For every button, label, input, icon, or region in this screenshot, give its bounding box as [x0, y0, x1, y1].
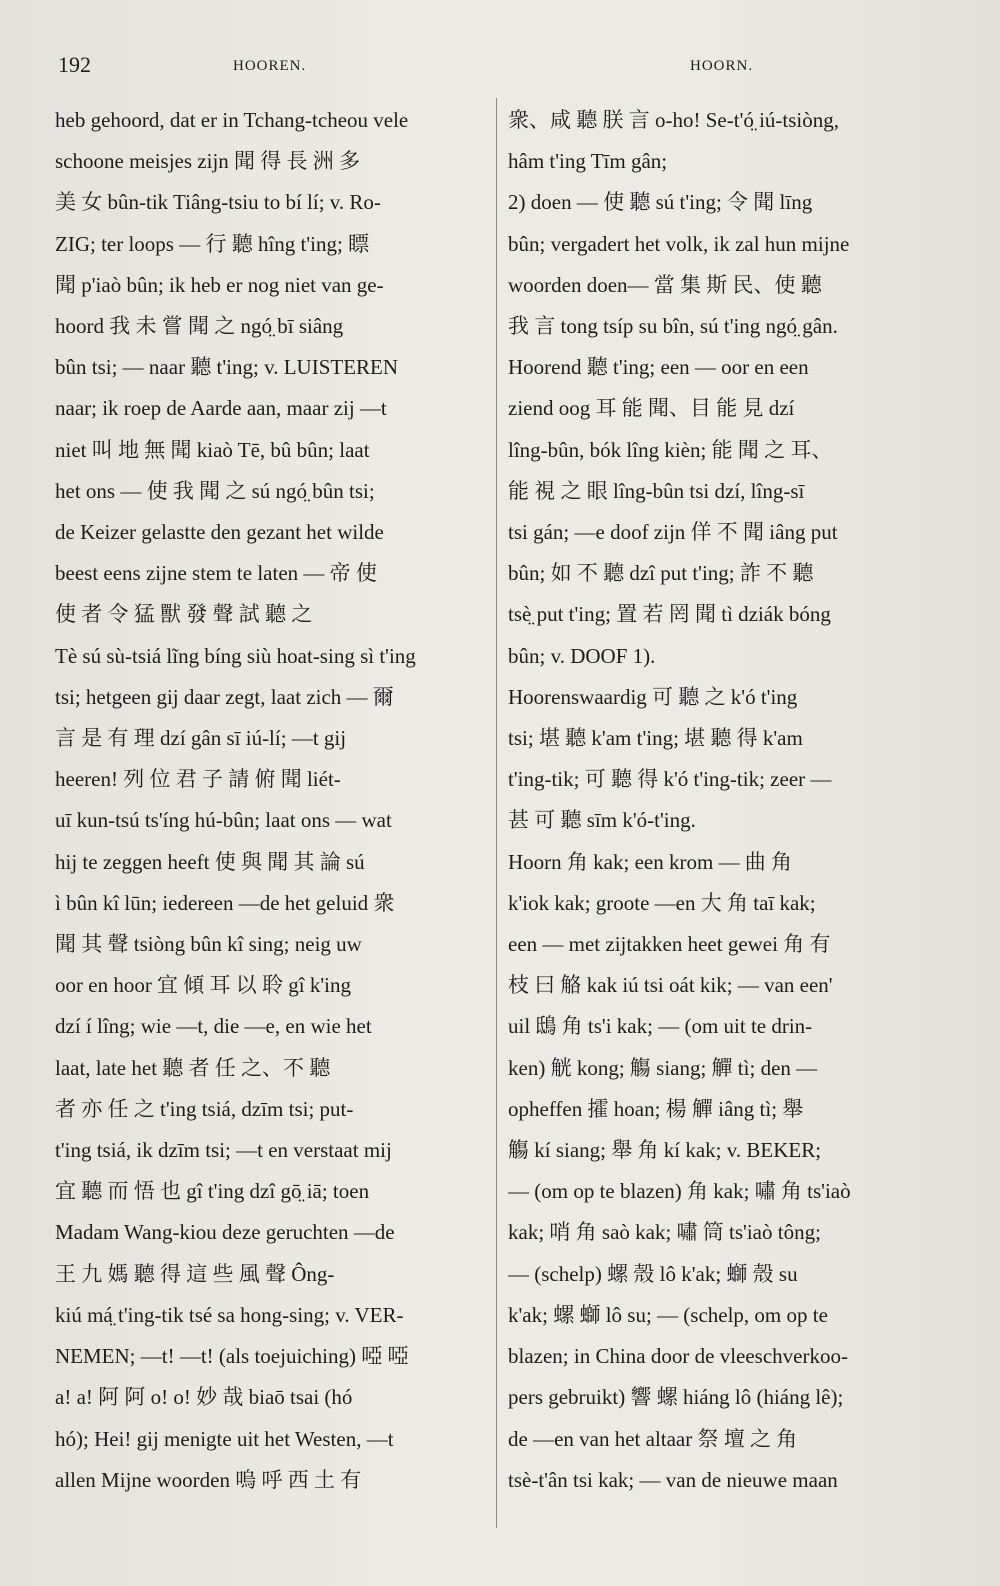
- text-line: schoone meisjes zijn 聞 得 長 洲 多: [55, 149, 361, 174]
- running-head-right: HOORN.: [690, 58, 754, 74]
- text-line: NEMEN; —t! —t! (als toejuiching) 啞 啞: [55, 1344, 409, 1369]
- text-line: 言 是 有 理 dzí gân sī iú-lí; —t gij: [55, 726, 347, 751]
- text-line: 衆、咸 聽 朕 言 o-ho! Se-t'ó̤ iú-tsiòng,: [508, 108, 840, 132]
- text-line: tsi gán; —e doof zijn 佯 不 聞 iâng put: [508, 520, 838, 545]
- running-head-left: HOOREN.: [233, 58, 307, 74]
- text-line: bûn; 如 不 聽 dzî put t'ing; 詐 不 聽: [508, 561, 814, 586]
- page-header: [58, 52, 950, 82]
- text-line: 宜 聽 而 悟 也 gî t'ing dzî gō̤ iā; toen: [55, 1179, 370, 1204]
- text-line: 甚 可 聽 sīm k'ó-t'ing.: [508, 808, 696, 833]
- text-line: tsi; hetgeen gij daar zegt, laat zich — 爾: [55, 684, 394, 709]
- column-divider: [496, 98, 497, 1528]
- text-line: hó); Hei! gij menigte uit het Westen, —t: [55, 1426, 394, 1451]
- text-line: dzí í lîng; wie —t, die —e, en wie het: [55, 1014, 372, 1039]
- text-line: ZIG; ter loops — 行 聽 hîng t'ing; 瞟: [55, 231, 370, 256]
- text-line: ziend oog 耳 能 聞、目 能 見 dzí: [508, 396, 795, 421]
- text-line: lîng-bûn, bók lîng kièn; 能 聞 之 耳、: [508, 437, 833, 462]
- text-line: een — met zijtakken heet gewei 角 有: [508, 932, 831, 957]
- text-line: tsi; 堪 聽 k'am t'ing; 堪 聽 得 k'am: [508, 726, 803, 751]
- text-line: ken) 觥 kong; 觴 siang; 觶 tì; den —: [508, 1055, 818, 1080]
- text-line: 觴 kí siang; 舉 角 kí kak; v. BEKER;: [508, 1138, 822, 1163]
- text-line: beest eens zijne stem te laten — 帝 使: [55, 561, 377, 586]
- text-line: oor en hoor 宜 傾 耳 以 聆 gî k'ing: [55, 973, 352, 998]
- text-line: tsè-t'ân tsi kak; — van de nieuwe maan: [508, 1467, 838, 1492]
- text-line: bûn; vergadert het volk, ik zal hun mijne: [508, 231, 850, 256]
- text-line: het ons — 使 我 聞 之 sú ngó̤ bûn tsi;: [55, 478, 375, 503]
- text-line: opheffen 攉 hoan; 楊 觶 iâng tì; 舉: [508, 1096, 804, 1121]
- text-line: 者 亦 任 之 t'ing tsiá, dzīm tsi; put-: [55, 1096, 354, 1121]
- text-line: 美 女 bûn-tik Tiâng-tsiu to bí lí; v. Ro-: [55, 190, 381, 215]
- left-column: [55, 100, 487, 1530]
- text-line: — (om op te blazen) 角 kak; 嘯 角 ts'iaò: [508, 1179, 851, 1204]
- text-line: niet 叫 地 無 聞 kiaò Tē, bû bûn; laat: [55, 437, 370, 462]
- text-line: 王 九 媽 聽 得 這 些 風 聲 Ông-: [55, 1261, 335, 1286]
- text-line: woorden doen— 當 集 斯 民、使 聽: [508, 272, 822, 297]
- text-line: 能 視 之 眼 lîng-bûn tsi dzí, lîng-sī: [508, 478, 805, 503]
- text-line: t'ing tsiá, ik dzīm tsi; —t en verstaat mij: [55, 1138, 392, 1163]
- text-line: t'ing-tik; 可 聽 得 k'ó t'ing-tik; zeer —: [508, 767, 832, 792]
- text-line: k'iok kak; groote —en 大 角 taī kak;: [508, 890, 816, 915]
- text-line: 我 言 tong tsíp su bîn, sú t'ing ngó̤ gân.: [508, 314, 838, 339]
- text-line: de —en van het altaar 祭 壇 之 角: [508, 1426, 798, 1451]
- text-line: Tè sú sù-tsiá lĩng bíng siù hoat-sing sì t'ing: [55, 643, 416, 668]
- text-line: tsè̤ put t'ing; 置 若 罔 聞 tì dziák bóng: [508, 602, 831, 627]
- text-line: 2) doen — 使 聽 sú t'ing; 令 聞 līng: [508, 190, 813, 215]
- text-line: hij te zeggen heeft 使 與 聞 其 論 sú: [55, 849, 365, 874]
- text-line: 枝 曰 觡 kak iú tsi oát kik; — van een': [508, 973, 833, 998]
- page-number: 192: [58, 52, 91, 77]
- text-line: Hoorenswaardig 可 聽 之 k'ó t'ing: [508, 684, 798, 709]
- text-line: naar; ik roep de Aarde aan, maar zij —t: [55, 396, 387, 421]
- text-line: hâm t'ing Tīm gân;: [508, 149, 668, 174]
- text-line: kak; 哨 角 saò kak; 嘯 筒 ts'iaò tông;: [508, 1220, 821, 1245]
- text-line: heb gehoord, dat er in Tchang-tcheou vele: [55, 108, 409, 132]
- right-column: [508, 100, 940, 1530]
- text-line: a! a! 阿 阿 o! o! 妙 哉 biaō tsai (hó: [55, 1385, 353, 1410]
- text-line: bûn tsi; — naar 聽 t'ing; v. LUISTEREN: [55, 355, 399, 380]
- text-line: Hoorend 聽 t'ing; een — oor en een: [508, 355, 809, 380]
- text-line: allen Mijne woorden 嗚 呼 西 土 有: [55, 1467, 362, 1492]
- text-line: heeren! 列 位 君 子 請 俯 聞 liét-: [55, 767, 341, 792]
- text-line: laat, late het 聽 者 任 之、不 聽: [55, 1055, 331, 1080]
- text-line: blazen; in China door de vleeschverkoo-: [508, 1344, 848, 1369]
- text-line: hoord 我 未 嘗 聞 之 ngó̤ bī siâng: [55, 314, 344, 339]
- text-line: k'ak; 螺 螄 lô su; — (schelp, om op te: [508, 1302, 828, 1327]
- text-line: 聞 p'iaò bûn; ik heb er nog niet van ge-: [55, 272, 384, 297]
- text-line: 使 者 令 猛 獸 發 聲 試 聽 之: [55, 602, 313, 627]
- text-line: bûn; v. DOOF 1).: [508, 643, 656, 668]
- text-line: Hoorn 角 kak; een krom — 曲 角: [508, 849, 793, 874]
- text-line: de Keizer gelastte den gezant het wilde: [55, 520, 384, 545]
- text-line: kiú má̤ t'ing-tik tsé sa hong-sing; v. VER-: [55, 1302, 404, 1327]
- text-line: pers gebruikt) 響 螺 hiáng lô (hiáng lê);: [508, 1385, 844, 1410]
- text-line: — (schelp) 螺 殼 lô k'ak; 螄 殼 su: [508, 1261, 798, 1286]
- text-line: uī kun-tsú ts'íng hú-bûn; laat ons — wat: [55, 808, 392, 833]
- text-line: ì bûn kî lūn; iedereen —de het geluid 衆: [55, 890, 395, 915]
- text-line: 聞 其 聲 tsiòng bûn kî sing; neig uw: [55, 932, 362, 957]
- text-line: uil 鴟 角 ts'i kak; — (om uit te drin-: [508, 1014, 813, 1039]
- text-line: Madam Wang-kiou deze geruchten —de: [55, 1220, 395, 1245]
